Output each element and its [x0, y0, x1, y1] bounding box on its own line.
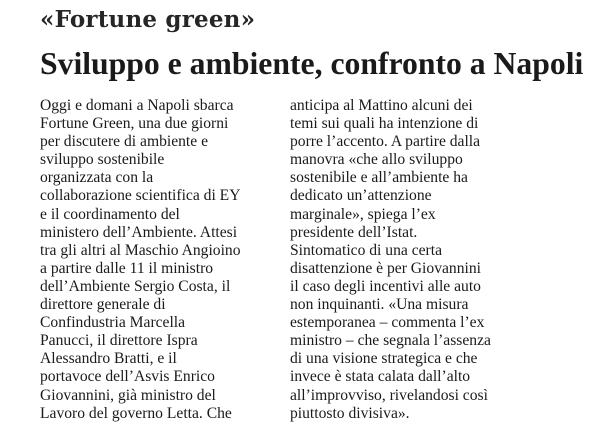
body-text-line: Sintomatico di una certa [290, 241, 442, 259]
body-text-line: Alessandro Bratti, e il [40, 350, 177, 368]
body-text-line: direttore generale di [40, 296, 166, 314]
body-text-line: sviluppo sostenibile [40, 151, 165, 169]
body-text-line: per discutere di ambiente e [40, 133, 208, 151]
body-text-line: Giovannini, già ministro del [40, 386, 216, 404]
body-text-line: portavoce dell’Asvis Enrico [40, 368, 215, 386]
article-headline: Sviluppo e ambiente, confronto a Napoli [40, 45, 584, 81]
body-text-line: a partire dalle 11 il ministro [40, 259, 214, 277]
body-text-line: tra gli altri al Maschio Angioino [40, 241, 241, 259]
body-text-line: il caso degli incentivi alle auto [290, 277, 481, 295]
body-text-line: estemporanea – commenta l’ex [290, 314, 485, 332]
article-column-left [40, 97, 290, 423]
body-text-line: porre l’accento. A partire dalla [290, 133, 481, 151]
body-text-line: Panucci, il direttore Ispra [40, 332, 198, 350]
body-text-line: e il coordinamento del [40, 205, 180, 223]
body-text-line: piuttosto divisiva». [290, 404, 410, 422]
body-text-line: Lavoro del governo Letta. Che [40, 404, 232, 422]
article-column-right [290, 97, 552, 423]
body-text-line: manovra «che allo sviluppo [290, 151, 463, 169]
body-text-line: disattenzione è per Giovannini [290, 259, 481, 277]
body-text-line: Fortune Green, una due giorni [40, 115, 229, 133]
body-text-line: presidente dell’Istat. [290, 223, 418, 241]
body-text-line: sostenibile e all’ambiente ha [290, 169, 468, 187]
body-text-line: Confindustria Marcella [40, 314, 186, 332]
body-text-line: temi sui quali ha intenzione di [290, 115, 479, 133]
body-text-line: anticipa al Mattino alcuni dei [290, 97, 473, 114]
body-text-line: di una visione strategica e che [290, 350, 478, 368]
article-kicker: «Fortune green» [40, 6, 256, 33]
body-text-line: ministro – che segnala l’assenza [290, 332, 491, 350]
body-text-line: Oggi e domani a Napoli sbarca [40, 97, 234, 114]
body-text-line: dedicato un’attenzione [290, 187, 432, 205]
body-text-line: collaborazione scientifica di EY [40, 187, 241, 205]
body-text-line: all’improvviso, rivelandosi così [290, 386, 488, 404]
body-text-line: invece è stata calata dall’alto [290, 368, 471, 386]
body-text-line: ministero dell’Ambiente. Attesi [40, 223, 238, 241]
body-text-line: dell’Ambiente Sergio Costa, il [40, 277, 231, 295]
body-text-line: non inquinanti. «Una misura [290, 296, 469, 314]
body-text-line: marginale», spiega l’ex [290, 205, 436, 223]
body-text-line: organizzata con la [40, 169, 154, 187]
